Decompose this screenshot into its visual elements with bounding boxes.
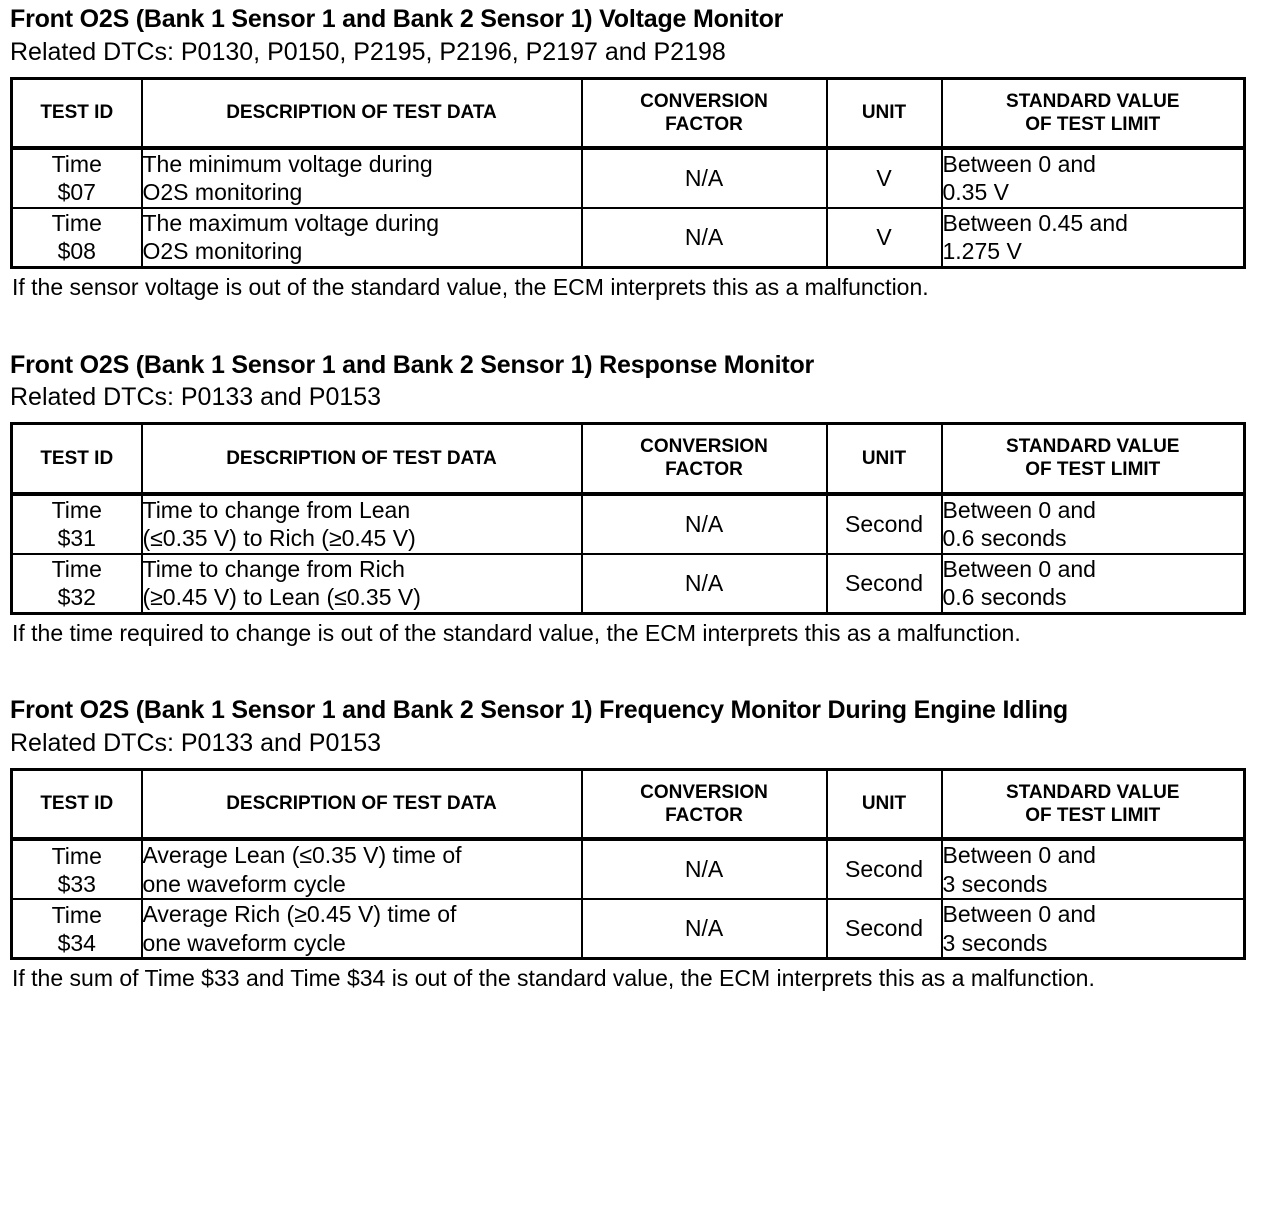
column-header-test-id: TEST ID — [12, 769, 142, 839]
description-line-2: one waveform cycle — [142, 929, 346, 956]
section-title: Front O2S (Bank 1 Sensor 1 and Bank 2 Sensor 1) Frequency Monitor During Engine Idling — [10, 696, 1068, 725]
test-id-line-2: $32 — [57, 584, 96, 611]
standard-value-line-1: Between 0 and — [942, 150, 1096, 177]
spacer — [10, 306, 1250, 350]
column-header-description: DESCRIPTION OF TEST DATA — [142, 78, 582, 148]
test-id-line-2: $07 — [57, 179, 96, 206]
section-subtitle: Related DTCs: P0133 and P0153 — [10, 383, 382, 412]
cell-test-id — [12, 494, 142, 554]
standard-value-line-2: 1.275 V — [942, 238, 1022, 265]
table-row — [12, 899, 1245, 959]
cell-description — [142, 494, 582, 554]
cell-unit: Second — [827, 554, 942, 614]
cell-description — [142, 148, 582, 208]
test-id-line-1: Time — [51, 496, 102, 523]
column-header-unit: UNIT — [827, 78, 942, 148]
section-note: If the sensor voltage is out of the standard value, the ECM interprets this as a malfunction. — [12, 273, 929, 300]
cell-description — [142, 554, 582, 614]
table-header-row — [12, 769, 1245, 839]
spec-table — [10, 77, 1246, 269]
standard-value-line-1: Between 0.45 and — [942, 209, 1128, 236]
standard-value-line-2: 3 seconds — [942, 870, 1048, 897]
standard-value-line-2: 0.6 seconds — [942, 525, 1067, 552]
cell-standard-value — [942, 148, 1245, 208]
column-header-conversion-factor — [582, 424, 827, 494]
cell-unit: V — [827, 148, 942, 208]
cell-conversion-factor: N/A — [582, 148, 827, 208]
cell-test-id — [12, 208, 142, 268]
description-line-1: Time to change from Lean — [142, 496, 411, 523]
standard-line-1: STANDARD VALUE — [1006, 781, 1180, 803]
cell-unit: Second — [827, 839, 942, 899]
column-header-conversion-factor — [582, 78, 827, 148]
conversion-line-1: CONVERSION — [640, 781, 768, 803]
section-subtitle: Related DTCs: P0130, P0150, P2195, P2196, P2197 and P2198 — [10, 37, 726, 66]
cell-description — [142, 208, 582, 268]
description-line-2: one waveform cycle — [142, 870, 346, 897]
section-voltage-monitor — [10, 4, 1250, 302]
column-header-test-id: TEST ID — [12, 78, 142, 148]
test-id-line-1: Time — [51, 210, 102, 237]
section-title: Front O2S (Bank 1 Sensor 1 and Bank 2 Sensor 1) Voltage Monitor — [10, 5, 784, 33]
conversion-line-2: FACTOR — [665, 459, 743, 481]
test-id-line-1: Time — [51, 842, 102, 869]
column-header-standard-value — [942, 424, 1245, 494]
section-response-monitor — [10, 350, 1250, 648]
standard-line-1: STANDARD VALUE — [1006, 90, 1180, 112]
table-row — [12, 148, 1245, 208]
cell-standard-value — [942, 899, 1245, 959]
test-id-line-1: Time — [51, 901, 102, 928]
column-header-unit: UNIT — [827, 424, 942, 494]
description-line-2: (≤0.35 V) to Rich (≥0.45 V) — [142, 525, 416, 552]
standard-line-2: OF TEST LIMIT — [1025, 804, 1161, 826]
description-line-2: (≥0.45 V) to Lean (≤0.35 V) — [142, 584, 421, 611]
cell-standard-value — [942, 554, 1245, 614]
standard-value-line-2: 0.35 V — [942, 179, 1009, 206]
table-header-row — [12, 424, 1245, 494]
standard-line-2: OF TEST LIMIT — [1025, 113, 1161, 135]
test-id-line-1: Time — [51, 151, 102, 178]
cell-unit: V — [827, 208, 942, 268]
cell-standard-value — [942, 208, 1245, 268]
section-frequency-monitor — [10, 695, 1250, 993]
table-row — [12, 208, 1245, 268]
description-line-2: O2S monitoring — [142, 179, 303, 206]
description-line-1: Average Lean (≤0.35 V) time of — [142, 842, 462, 869]
conversion-line-1: CONVERSION — [640, 436, 768, 458]
column-header-standard-value — [942, 78, 1245, 148]
table-header-row — [12, 78, 1245, 148]
column-header-test-id: TEST ID — [12, 424, 142, 494]
spacer — [10, 651, 1250, 695]
spec-table — [10, 768, 1246, 960]
standard-line-1: STANDARD VALUE — [1006, 436, 1180, 458]
conversion-line-2: FACTOR — [665, 113, 743, 135]
cell-conversion-factor: N/A — [582, 839, 827, 899]
standard-value-line-1: Between 0 and — [942, 901, 1096, 928]
cell-unit: Second — [827, 494, 942, 554]
standard-line-2: OF TEST LIMIT — [1025, 459, 1161, 481]
standard-value-line-2: 0.6 seconds — [942, 584, 1067, 611]
column-header-conversion-factor — [582, 769, 827, 839]
standard-value-line-1: Between 0 and — [942, 496, 1096, 523]
cell-conversion-factor: N/A — [582, 208, 827, 268]
section-subtitle: Related DTCs: P0133 and P0153 — [10, 728, 382, 757]
conversion-line-2: FACTOR — [665, 804, 743, 826]
column-header-description: DESCRIPTION OF TEST DATA — [142, 769, 582, 839]
cell-conversion-factor: N/A — [582, 494, 827, 554]
table-row — [12, 494, 1245, 554]
description-line-1: Time to change from Rich — [142, 555, 405, 582]
cell-unit: Second — [827, 899, 942, 959]
conversion-line-1: CONVERSION — [640, 90, 768, 112]
table-row — [12, 839, 1245, 899]
cell-standard-value — [942, 839, 1245, 899]
description-line-1: Average Rich (≥0.45 V) time of — [142, 901, 457, 928]
cell-test-id — [12, 839, 142, 899]
section-title: Front O2S (Bank 1 Sensor 1 and Bank 2 Sensor 1) Response Monitor — [10, 350, 815, 379]
standard-value-line-1: Between 0 and — [942, 555, 1096, 582]
spec-table — [10, 422, 1246, 614]
test-id-line-2: $34 — [57, 929, 96, 956]
cell-test-id — [12, 899, 142, 959]
column-header-unit: UNIT — [827, 769, 942, 839]
description-line-1: The minimum voltage during — [142, 150, 433, 177]
column-header-description: DESCRIPTION OF TEST DATA — [142, 424, 582, 494]
description-line-2: O2S monitoring — [142, 238, 303, 265]
description-line-1: The maximum voltage during — [142, 209, 440, 236]
cell-test-id — [12, 554, 142, 614]
cell-standard-value — [942, 494, 1245, 554]
section-note: If the time required to change is out of the standard value, the ECM interprets this as a malfunction. — [12, 619, 1021, 646]
cell-description — [142, 839, 582, 899]
cell-conversion-factor: N/A — [582, 554, 827, 614]
test-id-line-2: $33 — [57, 870, 96, 897]
cell-test-id — [12, 148, 142, 208]
table-row — [12, 554, 1245, 614]
standard-value-line-2: 3 seconds — [942, 929, 1048, 956]
cell-conversion-factor: N/A — [582, 899, 827, 959]
standard-value-line-1: Between 0 and — [942, 842, 1096, 869]
test-id-line-2: $31 — [57, 525, 96, 552]
cell-description — [142, 899, 582, 959]
test-id-line-1: Time — [51, 556, 102, 582]
test-id-line-2: $08 — [57, 238, 96, 265]
column-header-standard-value — [942, 769, 1245, 839]
section-note: If the sum of Time $33 and Time $34 is out of the standard value, the ECM interprets this as a malfunction. — [12, 965, 1095, 992]
